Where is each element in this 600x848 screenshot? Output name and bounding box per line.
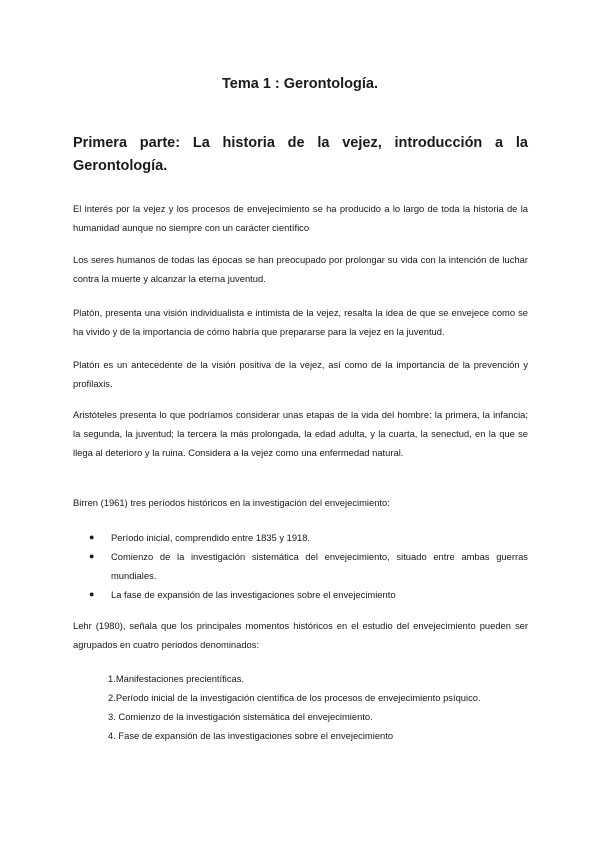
list-item <box>73 585 528 604</box>
bullet-icon: ● <box>89 551 95 561</box>
bullet-icon: ● <box>89 589 95 599</box>
paragraph-intro: El interés por la vejez y los procesos de envejecimiento se ha producido a lo largo de toda la historia de la humanidad aunque no siempre con un carácter científico <box>73 203 528 233</box>
list-item: 4. Fase de expansión de las investigaciones sobre el envejecimiento <box>108 730 394 741</box>
bullet-icon: ● <box>89 532 95 542</box>
document-title: Tema 1 : Gerontología. <box>221 76 379 92</box>
list-item: 2.Período inicial de la investigación científica de los procesos de envejecimiento psíquico. <box>108 692 481 703</box>
paragraph-plato-1: Platón, presenta una visión individualista e intimista de la vejez, resalta la idea de que se envejece como se ha vivido y de la importancia de cómo habría que prepararse para la vejez en la juventud. <box>73 307 528 337</box>
list-item: 3. Comienzo de la investigación sistemática del envejecimiento. <box>108 711 373 722</box>
list-item-text: Comienzo de la investigación sistemática del envejecimiento, situado entre ambas guerras mundiales. <box>111 551 528 581</box>
paragraph-humans: Los seres humanos de todas las épocas se han preocupado por prolongar su vida con la intención de luchar contra la muerte y alcanzar la eterna juventud. <box>73 254 528 284</box>
paragraph-lehr: Lehr (1980), señala que los principales momentos históricos en el estudio del envejecimiento pueden ser agrupados en cuatro periodos denominados: <box>73 620 528 650</box>
list-item-text: Período inicial, comprendido entre 1835 y 1918. <box>111 532 311 543</box>
paragraph-aristotle: Aristóteles presenta lo que podríamos considerar unas etapas de la vida del hombre: la primera, la infancia; la segunda, la juventud; la tercera la más prolongada, la edad adulta, y la cuarta, la senectud, en la que se llega al deterioro y la ruina. Considera a la vejez como una enfermedad natural. <box>73 409 528 458</box>
lehr-periods-list <box>108 669 528 745</box>
list-item <box>73 528 528 547</box>
section-heading: Primera parte: La historia de la vejez, introducción a la Gerontología. <box>73 135 528 174</box>
birren-periods-list <box>73 528 528 604</box>
paragraph-plato-2: Platón es un antecedente de la visión positiva de la vejez, así como de la importancia de la prevención y profilaxis. <box>73 359 528 389</box>
list-item <box>73 547 528 585</box>
list-item-text: La fase de expansión de las investigaciones sobre el envejecimiento <box>111 589 396 600</box>
list-item: 1.Manifestaciones precientíficas. <box>108 673 245 684</box>
paragraph-birren: Birren (1961) tres períodos históricos en la investigación del envejecimiento: <box>73 497 390 508</box>
